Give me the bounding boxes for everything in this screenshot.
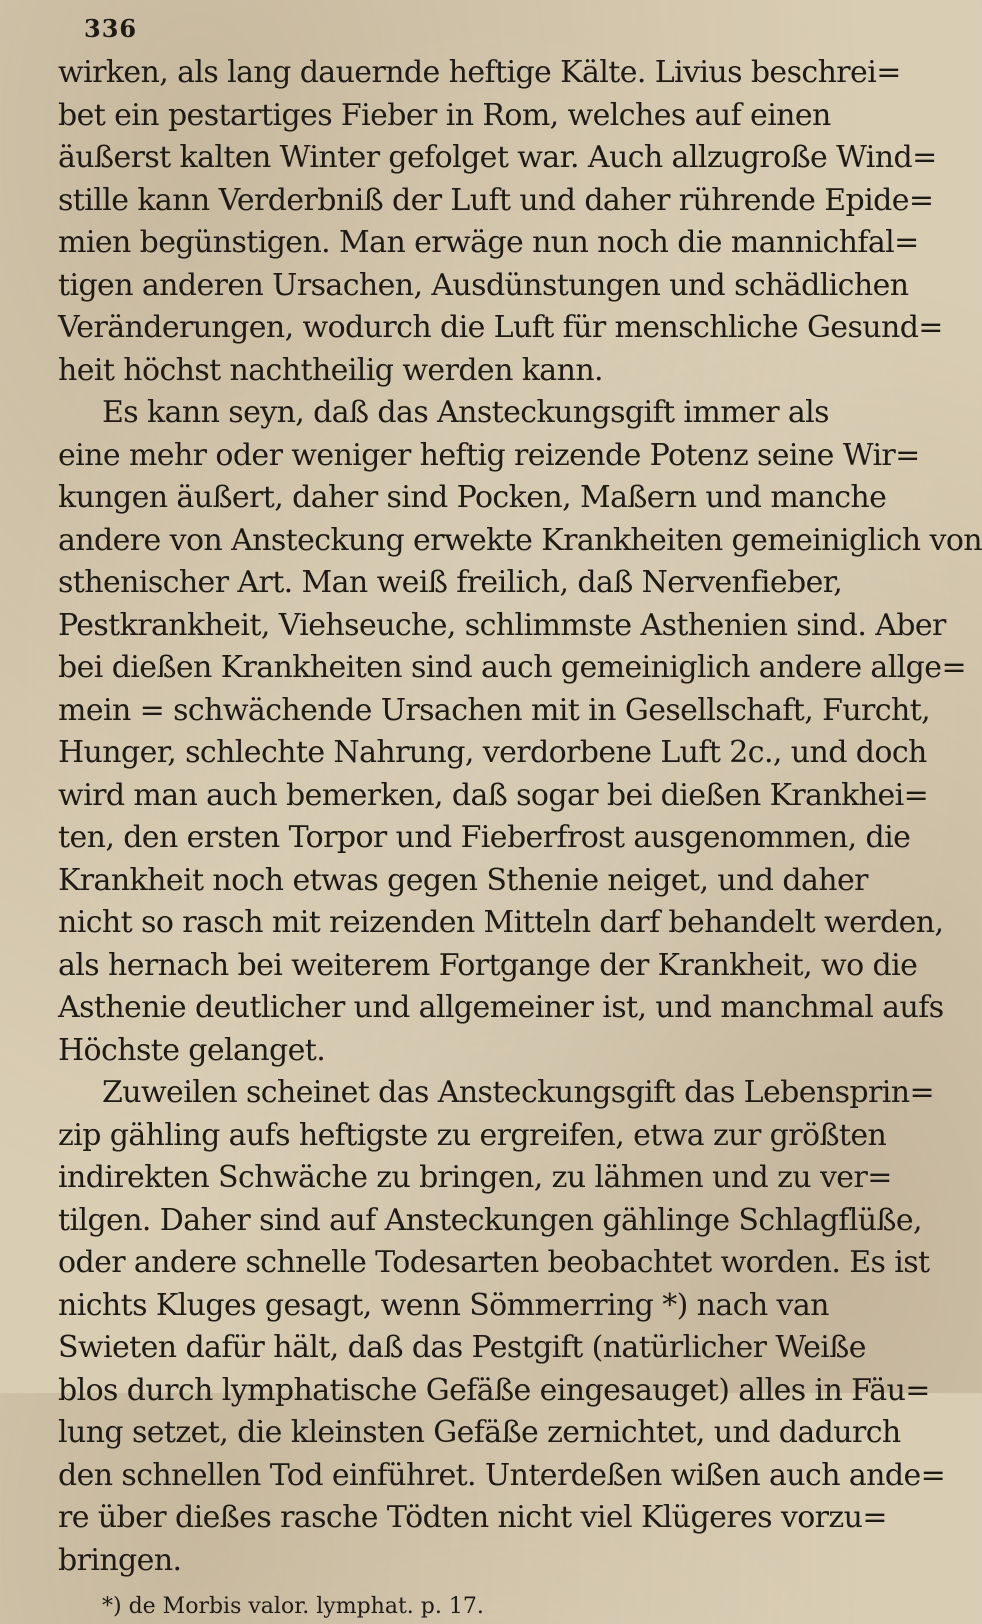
- text-line: Hunger, schlechte Nahrung, verdorbene Luft 2c., und doch: [58, 735, 927, 770]
- paragraph-3: [58, 1072, 946, 1582]
- text-line: Pestkrankheit, Viehseuche, schlimmste Asthenien sind. Aber: [58, 607, 946, 643]
- text-line: Zuweilen scheinet das Ansteckungsgift das Lebensprin=: [102, 1075, 935, 1110]
- text-line: blos durch lymphatische Gefäße eingesauget) alles in Fäu=: [58, 1372, 930, 1408]
- text-line: nicht so rasch mit reizenden Mitteln darf behandelt werden,: [58, 905, 944, 940]
- text-line: Veränderungen, wodurch die Luft für menschliche Gesund=: [58, 310, 943, 345]
- text-line: tilgen. Daher sind auf Ansteckungen gählinge Schlagflüße,: [58, 1202, 922, 1238]
- text-line: stille kann Verderbniß der Luft und daher rührende Epide=: [58, 182, 934, 218]
- text-line: mien begünstigen. Man erwäge nun noch die mannichfal=: [58, 225, 919, 260]
- text-line: sthenischer Art. Man weiß freilich, daß Nervenfieber,: [58, 565, 843, 600]
- text-line: tigen anderen Ursachen, Ausdünstungen und schädlichen: [58, 267, 909, 303]
- footnote: *) de Morbis valor. lymphat. p. 17.: [102, 1594, 484, 1619]
- text-line: bringen.: [58, 1542, 182, 1578]
- text-line: als hernach bei weiterem Fortgange der Krankheit, wo die: [58, 947, 918, 983]
- text-line: re über dießes rasche Tödten nicht viel Klügeres vorzu=: [58, 1500, 887, 1535]
- text-line: Höchste gelanget.: [58, 1032, 326, 1068]
- text-line: den schnellen Tod einführet. Unterdeßen wißen auch ande=: [58, 1457, 946, 1493]
- paragraph-1: [58, 52, 943, 392]
- text-line: bei dießen Krankheiten sind auch gemeiniglich andere allge=: [58, 650, 966, 685]
- paragraph-2: [58, 392, 982, 1072]
- text-line: oder andere schnelle Todesarten beobachtet worden. Es ist: [58, 1245, 930, 1280]
- text-line: Swieten dafür hält, daß das Pestgift (natürlicher Weiße: [58, 1330, 866, 1365]
- text-line: Asthenie deutlicher und allgemeiner ist, und manchmal aufs: [58, 990, 944, 1025]
- text-line: Krankheit noch etwas gegen Sthenie neiget, und daher: [58, 862, 868, 898]
- text-line: lung setzet, die kleinsten Gefäße zernichtet, und dadurch: [58, 1415, 901, 1450]
- text-line: ten, den ersten Torpor und Fieberfrost ausgenommen, die: [58, 820, 911, 855]
- text-line: äußerst kalten Winter gefolget war. Auch allzugroße Wind=: [58, 140, 937, 175]
- text-line: wirken, als lang dauernde heftige Kälte. Livius beschrei=: [58, 55, 901, 90]
- text-line: heit höchst nachtheilig werden kann.: [58, 352, 603, 388]
- text-line: Es kann seyn, daß das Ansteckungsgift immer als: [102, 395, 829, 430]
- text-line: nichts Kluges gesagt, wenn Sömmerring *) nach van: [58, 1287, 829, 1323]
- text-line: andere von Ansteckung erwekte Krankheiten gemeiniglich von: [58, 522, 982, 558]
- text-line: mein = schwächende Ursachen mit in Gesellschaft, Furcht,: [58, 692, 931, 728]
- page-number: 336: [84, 14, 138, 43]
- text-line: wird man auch bemerken, daß sogar bei dießen Krankhei=: [58, 777, 929, 813]
- text-line: kungen äußert, daher sind Pocken, Maßern und manche: [58, 480, 887, 515]
- text-line: indirekten Schwäche zu bringen, zu lähmen und zu ver=: [58, 1160, 892, 1195]
- text-line: eine mehr oder weniger heftig reizende Potenz seine Wir=: [58, 437, 920, 473]
- text-line: bet ein pestartiges Fieber in Rom, welches auf einen: [58, 97, 831, 133]
- text-line: zip gähling aufs heftigste zu ergreifen, etwa zur größten: [58, 1117, 887, 1153]
